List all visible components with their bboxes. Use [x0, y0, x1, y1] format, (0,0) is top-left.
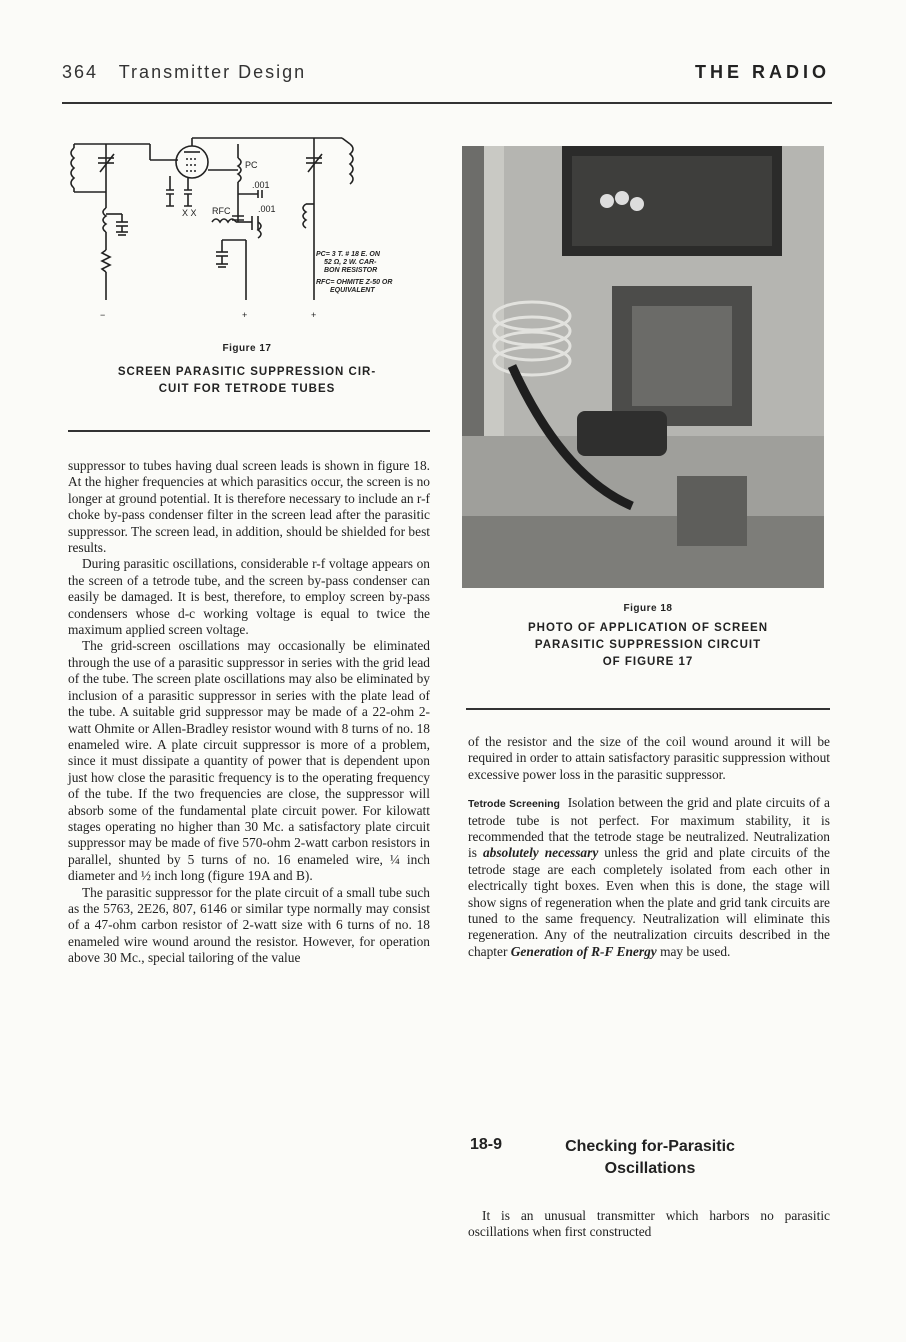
book-title: THE RADIO [695, 62, 830, 82]
left-paragraph-3: The grid-screen oscillations may occasionally be eliminated through the use of a parasitic suppressor in series with the grid lead of the tube. The screen plate oscillations may also be eliminated by inclusion of a parasitic suppressor in series with the plate lead of the tube. A suitable grid suppressor may be made of a 22-ohm 2-watt Ohmite or Allen-Bradley resistor wound with 8 turns of no. 18 enameled wire. A plate circuit suppressor is more of a problem, since it must dissipate a quantity of power that is dependent upon just how close the parasitic frequency is to the operating frequency of the tube. If the two frequencies are close, the suppressor will absorb some of the fundamental plate circuit power. For kilowatt stages operating no higher than 30 Mc. a satisfactory plate circuit suppressor may be made of five 570-ohm 2-watt carbon resistors in parallel, shunted by 5 turns of no. 16 enameled wire, ¼ inch diameter and ½ inch long (figure 19A and B). [68, 638, 430, 884]
figure-18-title [462, 620, 834, 671]
figure-18-photo [462, 146, 824, 588]
right-paragraph-2-c: may be used. [660, 943, 731, 959]
left-paragraph-4: The parasitic suppressor for the plate circuit of a small tube such as the 5763, 2E26, 807, 6146 or similar type normally may consist of a 47-ohm carbon resistor of 2-watt size with 6 turns of no. 18 enameled wire wound around the resistor. However, for operation above 30 Mc., special tailoring of the value [68, 884, 430, 966]
figure-17-caption [62, 343, 432, 398]
figure-18-caption [462, 603, 834, 671]
figure-18-label: Figure 18 [623, 603, 673, 614]
plus-terminal-2: + [311, 310, 317, 320]
section-name: Transmitter Design [118, 62, 307, 82]
running-head-left [62, 62, 306, 83]
section-number: 18-9 [470, 1136, 503, 1153]
plus-terminal-1: + [242, 310, 248, 320]
legend-rfc-line1: RFC= OHMITE Z-50 OR [316, 279, 393, 286]
right-paragraph-2-a: Isolation between the grid and plate circuits of a tetrode tube is not perfect. For maximum stability, it is recommended that the tetrode stage be neutralized. Neutralization is [468, 795, 830, 861]
header-rule [62, 102, 832, 104]
figure-17-rule [68, 430, 430, 432]
legend-rfc-line2: EQUIVALENT [330, 287, 375, 294]
figure-18-title-line2: PARASITIC SUPPRESSION CIRCUIT [534, 639, 762, 651]
figure-17-title-line2: CUIT FOR TETRODE TUBES [158, 383, 336, 395]
figure-17-title [62, 364, 432, 398]
left-paragraph-2: During parasitic oscillations, considerable r-f voltage appears on the screen of a tetrode tube, and the screen by-pass condenser can easily be damaged. It is best, therefore, to employ screen by-pass condensers whose d-c working voltage is equal to twice the maximum applied screen voltage. [68, 556, 430, 638]
rfc-label: RFC [212, 206, 231, 216]
right-paragraph-1: of the resistor and the size of the coil wound around it will be required in order to attain satisfactory parasitic suppression without excessive power loss in the parasitic suppressor. [468, 734, 830, 782]
left-paragraph-1: suppressor to tubes having dual screen leads is shown in figure 18. At the higher frequencies at which parasitics occur, the screen is no longer at ground potential. It is therefore necessary to include an r-f choke by-pass condenser filter in the screen lead after the parasitic suppressor. The screen lead, in addition, should be shielded for best results. [68, 458, 430, 556]
legend-pc-line3: BON RESISTOR [324, 267, 378, 274]
page-number: 364 [62, 62, 99, 82]
right-paragraph-2-b: unless the grid and plate circuits of the tetrode stage are each completely isolated from each other in electrically tight boxes. Even when this is done, the stage will show signs of regeneration when the plate and grid tank circuits are tuned to the same frequency. Neutralization will eliminate this regeneration. Any of the neutralization circuits described in the chapter [468, 845, 830, 959]
cap-001-bottom: .001 [258, 204, 276, 214]
legend-pc-line1: PC= 3 T. # 18 E. ON [316, 251, 380, 258]
right-paragraph-2 [468, 795, 830, 960]
figure-17-label: Figure 17 [222, 343, 272, 354]
right-paragraph-3: It is an unusual transmitter which harbors no parasitic oscillations when first constructed [468, 1208, 830, 1240]
emphasis-absolutely-necessary: absolutely necessary [482, 845, 599, 861]
right-column [468, 734, 830, 960]
section-title-line2: Oscillations [604, 1160, 696, 1177]
section-title-line1: Checking for-Parasitic [565, 1138, 735, 1155]
chapter-reference: Generation of R-F Energy [510, 943, 657, 959]
figure-18-title-line1: PHOTO OF APPLICATION OF SCREEN [528, 622, 768, 634]
left-column [68, 458, 430, 967]
legend-pc-line2: 52 Ω, 2 W. CAR- [324, 259, 377, 266]
figure-18-rule [466, 708, 830, 710]
figure-18-title-line3: OF FIGURE 17 [602, 656, 694, 668]
xx-label: X X [182, 208, 197, 218]
minus-terminal: − [100, 310, 106, 320]
section-title [520, 1136, 780, 1180]
cap-001-top: .001 [252, 180, 270, 190]
runin-heading: Tetrode Screening [468, 798, 560, 811]
figure-17-title-line1: SCREEN PARASITIC SUPPRESSION CIR- [117, 366, 377, 378]
figure-18-photo-drawing [462, 146, 824, 588]
right-column-bottom [468, 1208, 830, 1241]
pc-label: PC [245, 160, 258, 170]
figure-17-schematic [62, 130, 393, 330]
page-header [62, 62, 830, 88]
